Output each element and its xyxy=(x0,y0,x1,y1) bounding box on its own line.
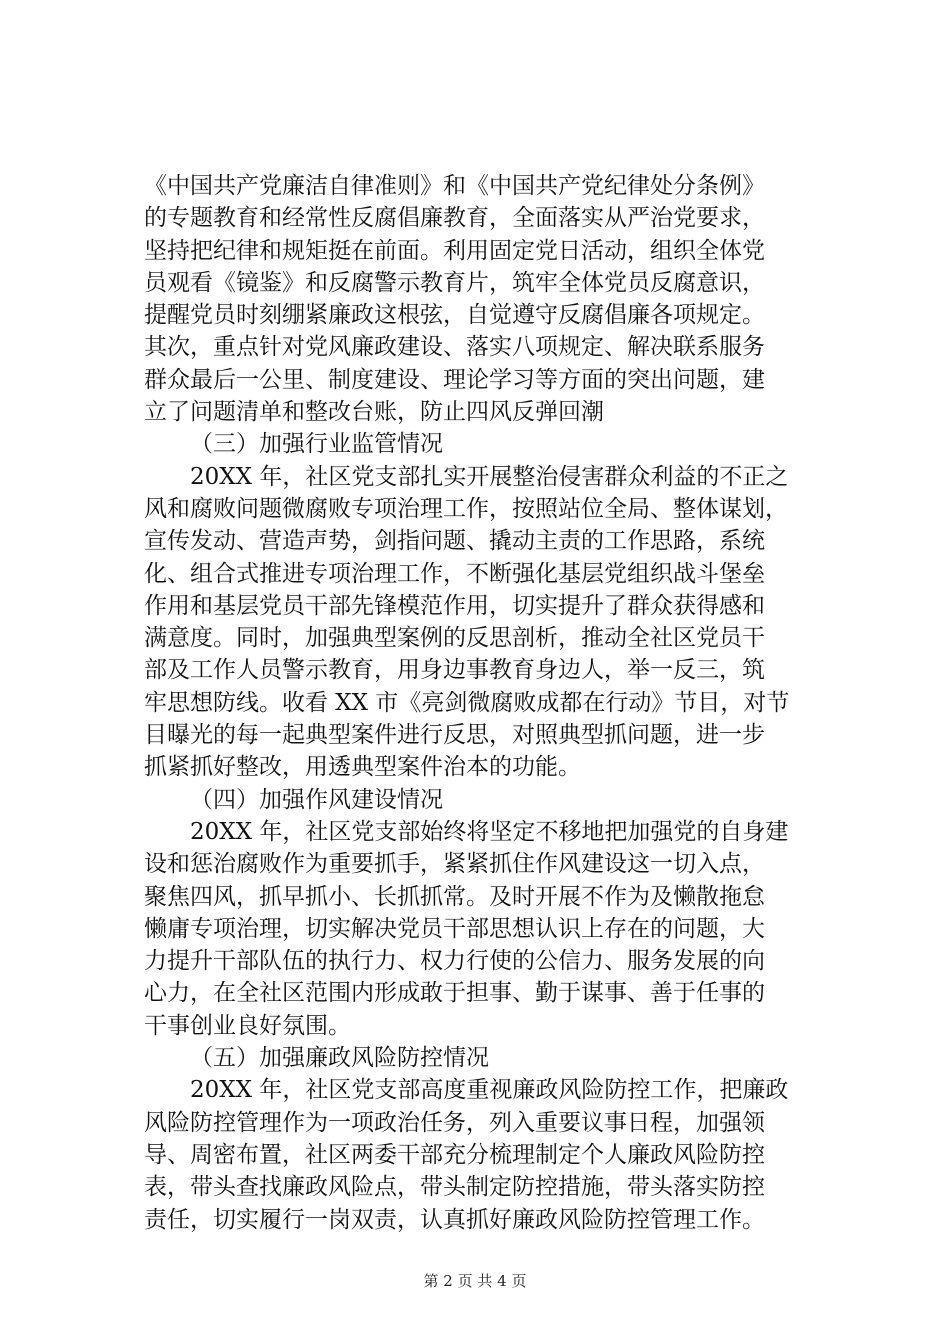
body-line: 导、周密布置，社区两委干部充分梳理制定个人廉政风险防控 xyxy=(144,1141,765,1168)
body-line: 提醒党员时刻绷紧廉政这根弦，自觉遵守反腐倡廉各项规定。 xyxy=(144,302,765,329)
body-line: 《中国共产党廉洁自律准则》和《中国共产党纪律处分条例》 xyxy=(144,173,765,199)
body-line: 化、组合式推进专项治理工作，不断强化基层党组织战斗堡垒 xyxy=(144,560,765,587)
paragraph-first-line: 20XX 年，社区党支部高度重视廉政风险防控工作，把廉政 xyxy=(190,1077,789,1104)
body-line: 员观看《镜鉴》和反腐警示教育片，筑牢全体党员反腐意识， xyxy=(144,269,765,296)
body-line: 抓紧抓好整改，用透典型案件治本的功能。 xyxy=(144,754,581,781)
body-line: 聚焦四风，抓早抓小、长抓抓常。及时开展不作为及懒散拖怠 xyxy=(144,883,765,910)
body-line: 力提升干部队伍的执行力、权力行使的公信力、服务发展的向 xyxy=(144,948,765,975)
body-line: 责任，切实履行一岗双责，认真抓好廉政风险防控管理工作。 xyxy=(144,1206,765,1233)
body-line: 目曝光的每一起典型案件进行反思，对照典型抓问题，进一步 xyxy=(144,722,765,749)
body-line: 群众最后一公里、制度建设、理论学习等方面的突出问题，建 xyxy=(144,366,765,393)
body-line: 作用和基层党员干部先锋模范作用，切实提升了群众获得感和 xyxy=(144,592,765,619)
body-line: 坚持把纪律和规矩挺在前面。利用固定党日活动，组织全体党 xyxy=(144,237,765,264)
body-line: 表，带头查找廉政风险点，带头制定防控措施，带头落实防控 xyxy=(144,1174,765,1201)
body-line: 心力，在全社区范围内形成敢于担事、勤于谋事、善于任事的 xyxy=(144,980,765,1007)
body-line: 立了问题清单和整改台账，防止四风反弹回潮 xyxy=(144,399,604,426)
body-line: 风和腐败问题微腐败专项治理工作，按照站位全局、整体谋划， xyxy=(144,495,788,522)
body-line: 满意度。同时，加强典型案例的反思剖析，推动全社区党员干 xyxy=(144,625,765,652)
section-heading: （五）加强廉政风险防控情况 xyxy=(190,1045,489,1072)
document-body xyxy=(144,170,834,1236)
section-heading: （三）加强行业监管情况 xyxy=(190,431,443,458)
body-line: 牢思想防线。收看 XX 市《亮剑微腐败成都在行动》节目，对节 xyxy=(144,689,790,716)
body-line: 风险防控管理作为一项政治任务，列入重要议事日程，加强领 xyxy=(144,1109,765,1136)
paragraph-first-line: 20XX 年，社区党支部扎实开展整治侵害群众利益的不正之 xyxy=(190,463,789,490)
paragraph-first-line: 20XX 年，社区党支部始终将坚定不移地把加强党的自身建 xyxy=(190,818,789,845)
body-line: 设和惩治腐败作为重要抓手，紧紧抓住作风建设这一切入点， xyxy=(144,851,765,878)
body-line: 干事创业良好氛围。 xyxy=(144,1012,351,1039)
body-line: 的专题教育和经常性反腐倡廉教育，全面落实从严治党要求， xyxy=(144,205,765,232)
body-line: 其次，重点针对党风廉政建设、落实八项规定、解决联系服务 xyxy=(144,334,765,361)
section-heading: （四）加强作风建设情况 xyxy=(190,786,443,813)
page-number-footer: 第 2 页 共 4 页 xyxy=(423,1272,527,1290)
body-line: 宣传发动、营造声势，剑指问题、撬动主责的工作思路，系统 xyxy=(144,528,765,555)
body-line: 部及工作人员警示教育，用身边事教育身边人，举一反三，筑 xyxy=(144,657,765,684)
body-line: 懒庸专项治理，切实解决党员干部思想认识上存在的问题，大 xyxy=(144,915,765,942)
